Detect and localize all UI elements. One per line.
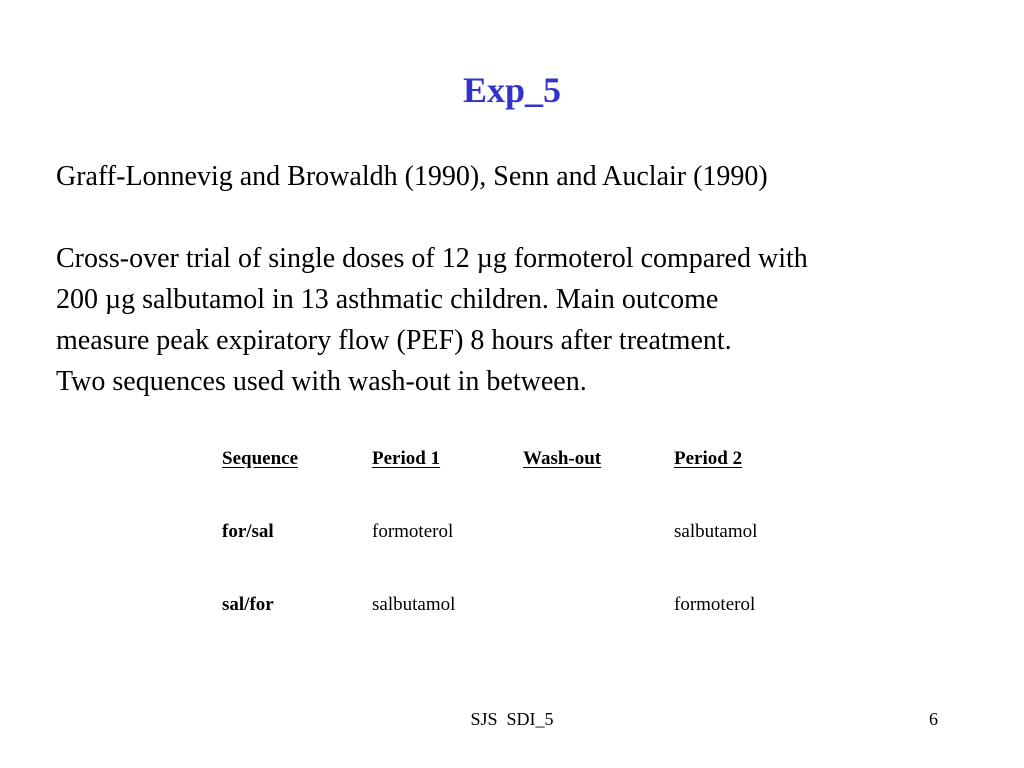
table-row [222,520,842,593]
header-period-1: Period 1 [372,448,441,469]
description-line: Cross-over trial of single doses of 12 µg formoterol compared with [56,243,808,274]
header-period-2: Period 2 [674,448,743,469]
footer-label: SJS SDI_5 [470,709,554,729]
description-line: measure peak expiratory flow (PEF) 8 hours after treatment. [56,325,732,356]
authors-line: Graff-Lonnevig and Browaldh (1990), Senn and Auclair (1990) [56,161,768,192]
slide-title: Exp_5 [462,70,562,110]
description-line: Two sequences used with wash-out in between. [56,366,587,397]
period-2-cell: salbutamol [674,521,758,542]
period-2-cell: formoterol [674,594,756,615]
sequence-cell: for/sal [222,521,274,542]
table-row [222,593,842,666]
description-line: 200 µg salbutamol in 13 asthmatic children. Main outcome [56,284,719,315]
header-wash-out: Wash-out [523,448,602,469]
period-1-cell: salbutamol [372,594,456,615]
sequence-cell: sal/for [222,594,274,615]
period-1-cell: formoterol [372,521,454,542]
header-sequence: Sequence [222,448,298,469]
trial-description [56,238,996,402]
crossover-design-table [222,447,842,666]
page-number: 6 [929,709,938,729]
table-header-row [222,447,842,520]
